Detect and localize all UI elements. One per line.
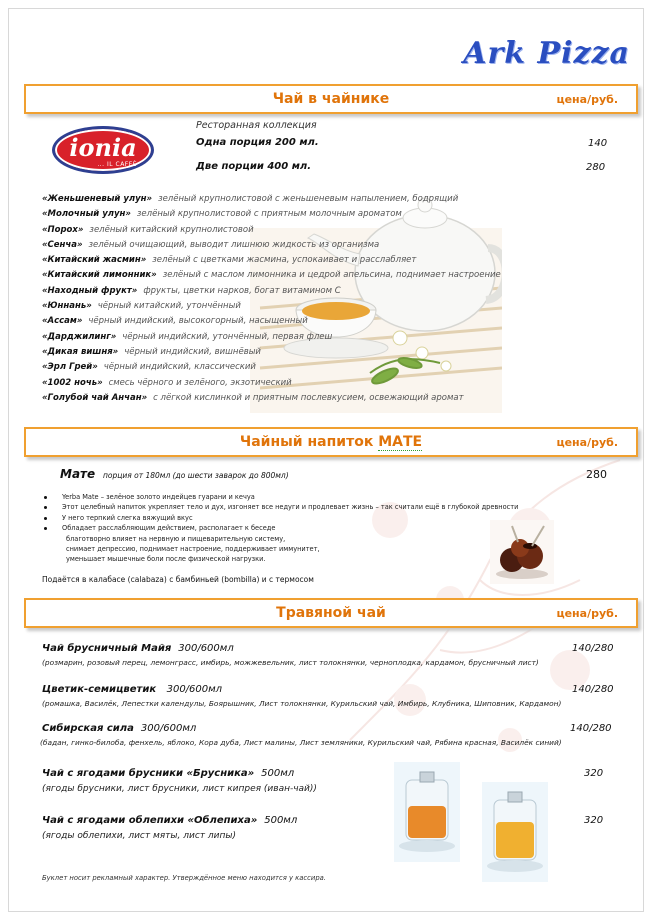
herbal-composition: (бадан, гинко-билоба, фенхель, яблоко, Кора дуба, Лист малины, Лист земляники, Курильский чай, Рябина красная, Василёк синий) — [40, 738, 562, 747]
herbal-name-text: Чай с ягодами облепихи «Облепиха» — [42, 815, 258, 826]
tea-item — [42, 286, 501, 301]
tea-description: зелёный крупнолистовой с приятным молочным ароматом — [136, 209, 402, 220]
herbal-size: 300/600мл — [166, 684, 223, 695]
herbal-item-name — [42, 684, 222, 695]
tea-name: «Порох» — [42, 224, 84, 235]
mate-description-list — [42, 493, 518, 566]
mate-bullet-continuation: уменьшает мышечные боли после физической нагрузки. — [66, 555, 266, 564]
tea-name: «Голубой чай Анчан» — [42, 392, 148, 403]
herbal-price: 140/280 — [572, 684, 614, 695]
tea-item — [42, 255, 501, 270]
logo-main-text: ionia — [69, 133, 137, 162]
herbal-name-text: Сибирская сила — [42, 723, 134, 734]
mate-bullet-continuation: благотворно влияет на нервную и пищеварительную систему, — [66, 534, 286, 543]
tea-description: чёрный индийский, утончённый, первая флеш — [122, 331, 333, 342]
herbal-size: 500мл — [264, 815, 298, 826]
tea-item — [42, 347, 501, 362]
herbal-size: 300/600мл — [140, 723, 197, 734]
tea-description: зелёный очищающий, выводит лишнюю жидкость из организма — [88, 239, 380, 250]
portion-price: 140 — [588, 138, 608, 149]
section-header-mate — [24, 427, 638, 457]
mate-portion: порция от 180мл (до шести заварок до 800мл) — [103, 471, 289, 480]
tea-description: фрукты, цветки нарков, богат витамином С — [143, 285, 341, 296]
tea-item — [42, 393, 501, 408]
mate-bullet: Yerba Mate – зелёное золото индейцев гуарани и кечуа — [42, 493, 518, 503]
tea-name: «Женьшеневый улун» — [42, 194, 153, 204]
tea-description: смесь чёрного и зелёного, экзотический — [108, 377, 292, 388]
tea-list — [42, 194, 501, 408]
herbal-name-text: Чай брусничный Майя — [42, 643, 172, 654]
tea-item — [42, 225, 501, 240]
price-header: цена/руб. — [556, 436, 618, 449]
portion-label: Две порции 400 мл. — [196, 161, 311, 172]
tea-name: «Ассам» — [42, 316, 83, 327]
ionia-logo — [52, 126, 154, 174]
section-header-tea-pot — [24, 84, 638, 114]
herbal-price: 320 — [584, 815, 604, 826]
section-title — [26, 434, 636, 450]
tea-item — [42, 332, 501, 347]
tea-item — [42, 362, 501, 377]
tea-name: «Китайский лимонник» — [42, 270, 157, 281]
tea-description: чёрный китайский, утончённый — [97, 301, 241, 312]
portion-price: 280 — [586, 162, 606, 173]
herbal-composition: (розмарин, розовый перец, лемонграсс, имбирь, можжевельник, лист толокнянки, черноплодка, кардамон, брусничный лист) — [42, 658, 539, 667]
herbal-size: 500мл — [261, 768, 295, 779]
tea-item — [42, 209, 501, 224]
mate-price: 280 — [586, 468, 607, 481]
mate-bullet-continuation: снимает депрессию, поднимает настроение, поддерживает иммунитет, — [66, 544, 320, 553]
herbal-name-text: Чай с ягодами брусники «Брусника» — [42, 768, 255, 779]
tea-name: «Находный фрукт» — [42, 285, 138, 296]
tea-item — [42, 240, 501, 255]
section-title: Чай в чайнике — [272, 91, 390, 107]
tea-name: «Эрл Грей» — [42, 362, 98, 373]
mate-bullet: У него терпкий слегка вяжущий вкус — [42, 514, 518, 524]
tea-jar-image — [394, 762, 460, 862]
herbal-name-text: Цветик-семицветик — [42, 684, 157, 695]
herbal-composition: (ягоды облепихи, лист мяты, лист липы) — [42, 831, 237, 841]
tea-item — [42, 378, 501, 393]
tea-description: зелёный китайский крупнолистовой — [89, 224, 254, 235]
brand-logo-text: Ark Pizza — [463, 36, 630, 71]
price-header: цена/руб. — [556, 607, 618, 620]
herbal-item-name — [42, 723, 196, 734]
tea-name: «Дарджилинг» — [42, 331, 117, 342]
tea-name: «Молочный улун» — [42, 209, 131, 220]
logo-sub-text: ... IL CAFFÈ — [97, 161, 137, 168]
tea-description: чёрный индийский, классический — [103, 362, 256, 373]
tea-item — [42, 194, 501, 209]
calabaza-cup-image — [490, 520, 554, 584]
tea-name: «Сенча» — [42, 239, 83, 250]
herbal-composition: (ягоды брусники, лист брусники, лист кипрея (иван-чай)) — [42, 784, 317, 794]
tea-name: «Китайский жасмин» — [42, 255, 147, 266]
collection-label: Ресторанная коллекция — [196, 120, 317, 131]
section-title-prefix: Чайный напиток — [239, 434, 379, 450]
mate-served-note: Подаётся в калабасе (calabaza) с бамбиньей (bombilla) и с термосом — [42, 575, 314, 584]
portion-label: Одна порция 200 мл. — [196, 137, 319, 148]
footer-note: Буклет носит рекламный характер. Утверждённое меню находится у кассира. — [42, 874, 326, 882]
tea-jar-image — [482, 782, 548, 882]
section-title: Травяной чай — [276, 605, 386, 621]
herbal-size: 300/600мл — [178, 643, 234, 654]
tea-item — [42, 316, 501, 331]
price-header: цена/руб. — [556, 93, 618, 106]
tea-description: с лёгкой кислинкой и приятным послевкусием, освежающий аромат — [153, 392, 464, 403]
tea-description: зелёный с маслом лимонника и цедрой апельсина, поднимает настроение — [162, 270, 501, 281]
herbal-composition: (ромашка, Василёк, Лепестки календулы, Боярышник, Лист толокнянки, Курильский чай, Имбирь, Клубника, Шиповник, Кардамон) — [42, 699, 562, 708]
tea-description: чёрный индийский, вишнёвый — [124, 346, 261, 357]
tea-name: «Юннань» — [42, 301, 92, 312]
tea-description: чёрный индийский, высокогорный, насыщенный — [88, 316, 308, 327]
herbal-price: 140/280 — [570, 723, 612, 734]
herbal-price: 140/280 — [572, 643, 614, 654]
tea-item — [42, 301, 501, 316]
tea-item — [42, 270, 501, 285]
herbal-item-name — [42, 815, 297, 826]
herbal-item-name — [42, 768, 294, 779]
tea-description: зелёный крупнолистовой с женьшеневым напылением, бодрящий — [158, 194, 459, 204]
section-header-herbal — [24, 598, 638, 628]
tea-name: «Дикая вишня» — [42, 346, 119, 357]
mate-name: Мате — [60, 467, 96, 481]
mate-bullet: Обладает расслабляющим действием, располагает к беседе — [42, 524, 518, 534]
section-title-highlight: МАТЕ — [378, 434, 423, 450]
mate-bullet: Этот целебный напиток укрепляет тело и дух, изгоняет все недуги и продлевает жизнь – так считали ещё в глубокой древности — [42, 503, 518, 513]
herbal-price: 320 — [584, 768, 604, 779]
tea-description: зелёный с цветками жасмина, успокаивает и расслабляет — [152, 255, 417, 266]
tea-name: «1002 ночь» — [42, 377, 103, 388]
herbal-item-name — [42, 643, 234, 654]
